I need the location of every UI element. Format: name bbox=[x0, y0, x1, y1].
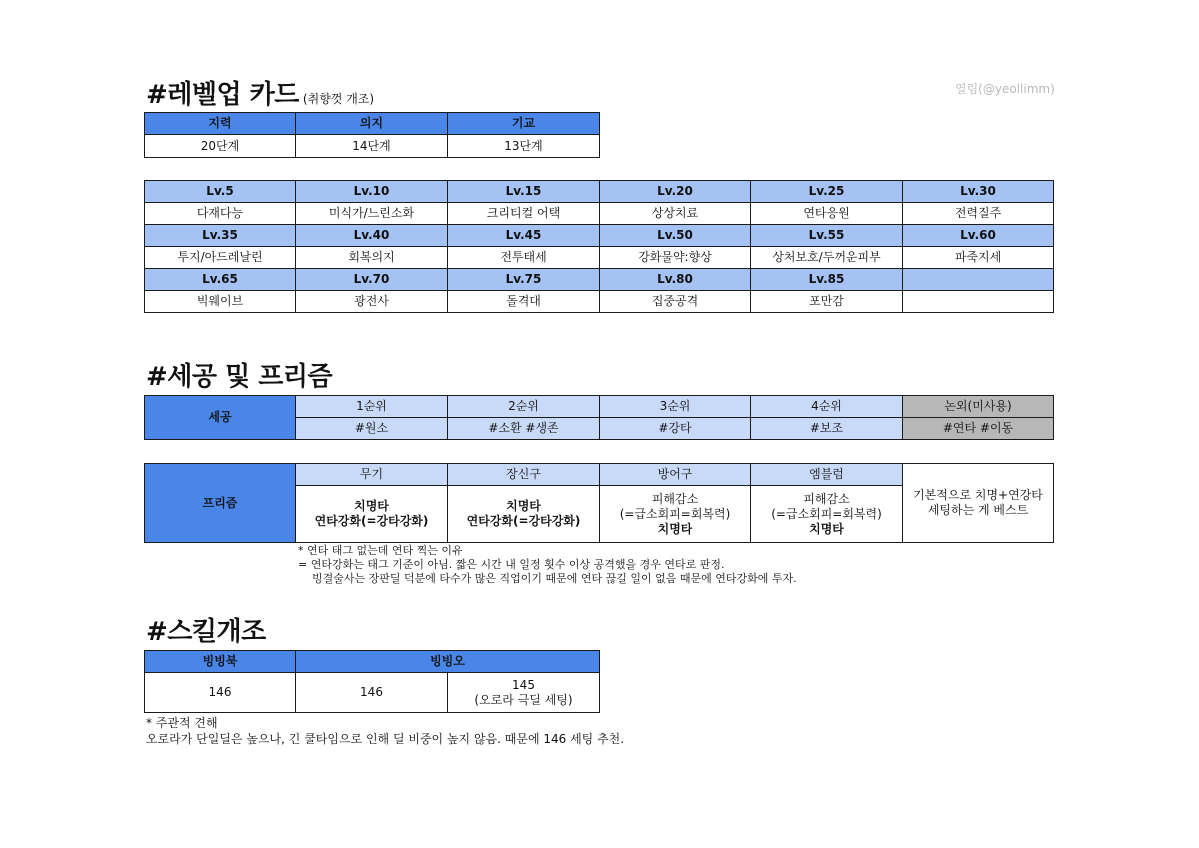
card-level: Lv.60 bbox=[903, 225, 1054, 247]
card-level: Lv.85 bbox=[751, 269, 903, 291]
stat-header-dex: 기교 bbox=[448, 113, 600, 135]
card-name: 회복의지 bbox=[296, 247, 448, 269]
levelup-subtitle: (취향껏 개조) bbox=[302, 92, 375, 106]
skill-table bbox=[144, 650, 600, 713]
footnote-line: 빙결술사는 장판딜 덕분에 타수가 많은 직업이기 때문에 연타 끊길 일이 없음 때문에 연타강화에 투자. bbox=[312, 572, 797, 585]
card-name: 크리티컬 어택 bbox=[448, 203, 600, 225]
segong-rank: 2순위 bbox=[448, 396, 600, 418]
card-level: Lv.20 bbox=[600, 181, 751, 203]
card-table bbox=[144, 180, 1054, 313]
prism-note-line: 세팅하는 게 베스트 bbox=[927, 503, 1029, 517]
card-level: Lv.15 bbox=[448, 181, 600, 203]
prism-note bbox=[903, 464, 1054, 543]
card-name: 다재다능 bbox=[145, 203, 296, 225]
segong-tag: #원소 bbox=[296, 418, 448, 440]
levelup-title bbox=[146, 80, 374, 114]
segong-rank-unused: 논외(미사용) bbox=[903, 396, 1054, 418]
footnote-line: 오로라가 단일딜은 높으나, 긴 쿨타임으로 인해 딜 비중이 높지 않음. 때문에 146 세팅 추천. bbox=[146, 732, 625, 746]
skill-value: 146 bbox=[145, 673, 296, 713]
card-level: Lv.70 bbox=[296, 269, 448, 291]
card-name: 상처보호/두꺼운피부 bbox=[751, 247, 903, 269]
skill-value: 146 bbox=[296, 673, 448, 713]
card-name: 전력질주 bbox=[903, 203, 1054, 225]
card-name: 강화물약:향상 bbox=[600, 247, 751, 269]
prism-option: 피해감소 bbox=[651, 491, 699, 506]
prism-slot-accessory: 장신구 bbox=[448, 464, 600, 486]
skill-value-line: (오로라 극딜 세팅) bbox=[474, 692, 573, 707]
card-level-empty bbox=[903, 269, 1054, 291]
card-name: 집중공격 bbox=[600, 291, 751, 313]
skill-title: #스킬개조 bbox=[146, 617, 266, 647]
card-level: Lv.40 bbox=[296, 225, 448, 247]
levelup-title-text: #레벨업 카드 bbox=[146, 80, 299, 110]
prism-armor-cell bbox=[600, 486, 751, 543]
segong-tag: #강타 bbox=[600, 418, 751, 440]
prism-option: (=급소회피=회복력) bbox=[771, 506, 882, 521]
prism-footnote bbox=[298, 544, 797, 586]
card-level: Lv.25 bbox=[751, 181, 903, 203]
card-name: 포만감 bbox=[751, 291, 903, 313]
card-name: 돌격대 bbox=[448, 291, 600, 313]
skill-footnote bbox=[146, 715, 624, 747]
prism-option: 연타강화(=강타강화) bbox=[466, 514, 581, 528]
skill-value-line: 145 bbox=[512, 677, 535, 692]
prism-note-line: 기본적으로 치명+연강타 bbox=[913, 488, 1043, 502]
segong-tag: #소환 #생존 bbox=[448, 418, 600, 440]
segong-table bbox=[144, 395, 1054, 440]
prism-label: 프리즘 bbox=[145, 464, 296, 543]
segong-rank: 4순위 bbox=[751, 396, 903, 418]
prism-slot-emblem: 엠블럼 bbox=[751, 464, 903, 486]
card-name: 연타응원 bbox=[751, 203, 903, 225]
card-level: Lv.80 bbox=[600, 269, 751, 291]
card-level: Lv.30 bbox=[903, 181, 1054, 203]
card-level: Lv.35 bbox=[145, 225, 296, 247]
card-name: 파죽지세 bbox=[903, 247, 1054, 269]
watermark: 열림(@yeollimm) bbox=[955, 82, 1055, 96]
prism-option: 연타강화(=강타강화) bbox=[314, 514, 429, 528]
prism-option: 치명타 bbox=[354, 499, 389, 513]
prism-slot-weapon: 무기 bbox=[296, 464, 448, 486]
card-name: 전투태세 bbox=[448, 247, 600, 269]
footnote-line: * 주관적 견해 bbox=[146, 716, 218, 730]
card-name: 상상치료 bbox=[600, 203, 751, 225]
stat-value-dex: 13단계 bbox=[448, 135, 600, 158]
prism-option: (=급소회피=회복력) bbox=[619, 506, 731, 521]
prism-emblem-cell bbox=[751, 486, 903, 543]
prism-table bbox=[144, 463, 1054, 543]
segong-tag-unused: #연타 #이동 bbox=[903, 418, 1054, 440]
card-name-empty bbox=[903, 291, 1054, 313]
skill-value-aurora bbox=[448, 673, 600, 713]
card-level: Lv.50 bbox=[600, 225, 751, 247]
prism-option: 치명타 bbox=[809, 521, 844, 536]
prism-slot-armor: 방어구 bbox=[600, 464, 751, 486]
segong-tag: #보조 bbox=[751, 418, 903, 440]
stats-table bbox=[144, 112, 600, 158]
card-level: Lv.65 bbox=[145, 269, 296, 291]
footnote-line: = 연타강화는 태그 기준이 아님. 짧은 시간 내 일정 횟수 이상 공격했을 경우 연타로 판정. bbox=[298, 558, 725, 571]
prism-weapon-cell bbox=[296, 486, 448, 543]
card-level: Lv.10 bbox=[296, 181, 448, 203]
card-level: Lv.75 bbox=[448, 269, 600, 291]
segong-rank: 1순위 bbox=[296, 396, 448, 418]
card-level: Lv.45 bbox=[448, 225, 600, 247]
card-name: 미식가/느린소화 bbox=[296, 203, 448, 225]
card-level: Lv.5 bbox=[145, 181, 296, 203]
skill-header-o: 빙빙오 bbox=[296, 651, 600, 673]
card-name: 투지/아드레날린 bbox=[145, 247, 296, 269]
card-name: 광전사 bbox=[296, 291, 448, 313]
segong-rank: 3순위 bbox=[600, 396, 751, 418]
prism-option: 치명타 bbox=[657, 521, 693, 536]
prism-option: 피해감소 bbox=[803, 491, 850, 506]
prism-accessory-cell bbox=[448, 486, 600, 543]
stat-header-int: 지력 bbox=[145, 113, 296, 135]
footnote-line: * 연타 태그 없는데 연타 찍는 이유 bbox=[298, 544, 463, 557]
skill-header-book: 빙빙북 bbox=[145, 651, 296, 673]
segong-title: #세공 및 프리즘 bbox=[146, 362, 333, 392]
stat-header-will: 의지 bbox=[296, 113, 448, 135]
card-name: 빅웨이브 bbox=[145, 291, 296, 313]
card-level: Lv.55 bbox=[751, 225, 903, 247]
segong-label: 세공 bbox=[145, 396, 296, 440]
stat-value-will: 14단계 bbox=[296, 135, 448, 158]
stat-value-int: 20단계 bbox=[145, 135, 296, 158]
prism-option: 치명타 bbox=[506, 499, 541, 513]
